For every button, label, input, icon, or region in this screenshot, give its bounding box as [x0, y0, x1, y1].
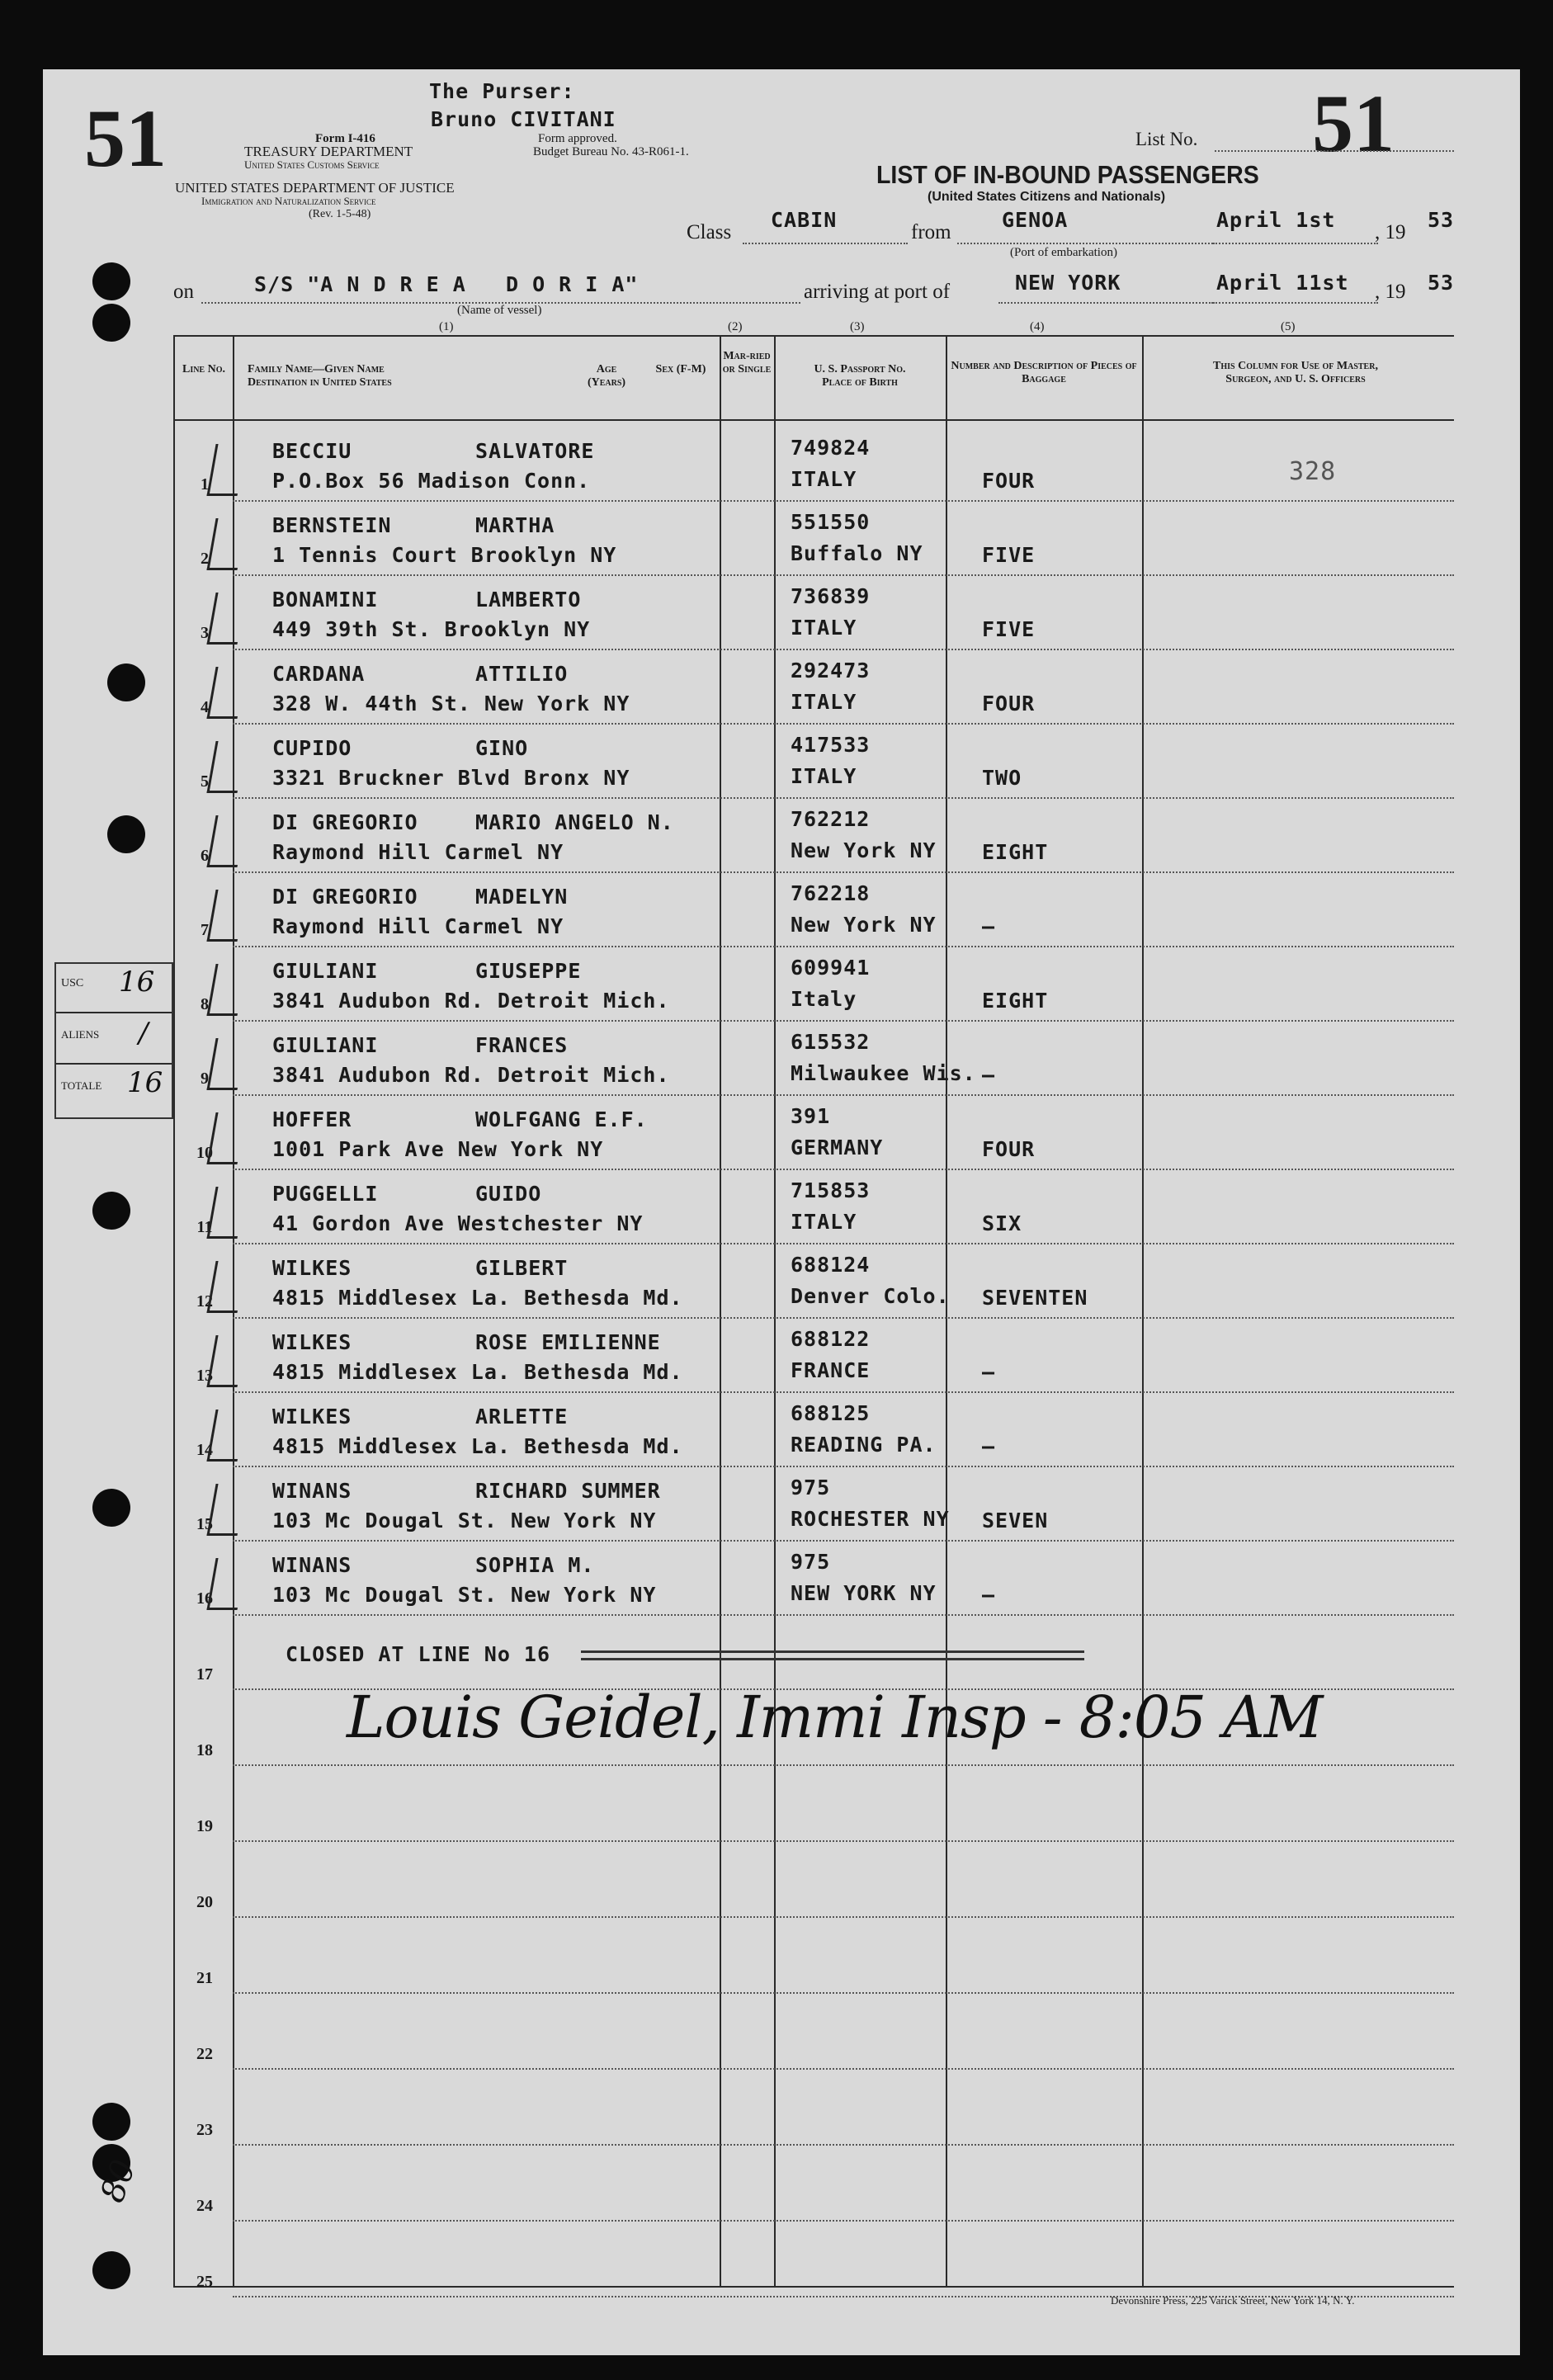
line-number: 17 [196, 1665, 213, 1683]
given-name: ATTILIO [475, 662, 569, 686]
printer-imprint: Devonshire Press, 225 Varick Street, New York 14, N. Y. [1111, 2294, 1355, 2307]
given-name: SOPHIA M. [475, 1553, 595, 1577]
baggage: SEVEN [982, 1509, 1049, 1532]
row-rule [233, 946, 1454, 947]
birth-place: NEW YORK NY [791, 1581, 937, 1605]
passport-number: 749824 [791, 436, 871, 460]
class-value: CABIN [771, 208, 838, 232]
line-number: 25 [196, 2273, 213, 2291]
family-name: WILKES [272, 1405, 352, 1428]
form-number: Form I-416 [315, 132, 375, 145]
page-title: LIST OF IN-BOUND PASSENGERS [876, 160, 1259, 189]
from-label: from [911, 221, 951, 243]
given-name: FRANCES [475, 1033, 569, 1057]
form-budget: Budget Bureau No. 43-R061-1. [533, 145, 689, 158]
col-number-4: (4) [1030, 320, 1045, 333]
line-number: 16 [196, 1589, 213, 1608]
vessel-name: S/S "A N D R E A D O R I A" [254, 272, 639, 296]
passport-number: 688125 [791, 1401, 871, 1425]
list-no-field [1215, 150, 1454, 152]
row-rule [233, 1540, 1454, 1542]
col-head-passport: U. S. Passport No. [814, 363, 906, 375]
line-number: 14 [196, 1441, 213, 1459]
birth-place: GERMANY [791, 1136, 884, 1159]
line-number: 21 [196, 1969, 213, 1987]
baggage: — [982, 1360, 996, 1384]
line-number: 10 [196, 1144, 213, 1162]
baggage: SEVENTEN [982, 1286, 1088, 1310]
purser-label: The Purser: [429, 79, 575, 103]
punch-hole [92, 2251, 130, 2289]
header-bottom-rule [173, 419, 1454, 421]
page-number-left: 51 [84, 92, 167, 184]
row-rule [233, 1992, 1454, 1994]
from-value: GENOA [1002, 208, 1069, 232]
row-rule [233, 1614, 1454, 1616]
family-name: GIULIANI [272, 959, 379, 983]
family-name: WINANS [272, 1479, 352, 1503]
row-rule [233, 1020, 1454, 1022]
passport-number: 975 [791, 1476, 831, 1499]
birth-place: ITALY [791, 1210, 857, 1234]
given-name: MARTHA [475, 513, 555, 537]
baggage: SIX [982, 1211, 1022, 1235]
family-name: WINANS [272, 1553, 352, 1577]
passport-number: 417533 [791, 733, 871, 757]
us-address: 3841 Audubon Rd. Detroit Mich. [272, 989, 670, 1013]
us-address: 3841 Audubon Rd. Detroit Mich. [272, 1063, 670, 1087]
line-number: 6 [201, 847, 209, 865]
line-number: 20 [196, 1893, 213, 1911]
given-name: GIUSEPPE [475, 959, 582, 983]
baggage: — [982, 1583, 996, 1607]
row-rule [233, 1916, 1454, 1918]
us-address: 328 W. 44th St. New York NY [272, 692, 630, 715]
tally-usc-label: USC [61, 977, 84, 989]
closed-strike [581, 1650, 1084, 1660]
page-number-right: 51 [1312, 78, 1395, 169]
given-name: LAMBERTO [475, 588, 582, 612]
class-label: Class [687, 221, 732, 243]
family-name: GIULIANI [272, 1033, 379, 1057]
given-name: ROSE EMILIENNE [475, 1330, 661, 1354]
baggage: — [982, 914, 996, 938]
birth-place: New York NY [791, 913, 937, 937]
family-name: BERNSTEIN [272, 513, 392, 537]
line-number: 7 [201, 921, 209, 939]
row-rule [233, 2144, 1454, 2146]
list-no-label: List No. [1135, 129, 1198, 149]
passport-number: 736839 [791, 584, 871, 608]
given-name: SALVATORE [475, 439, 595, 463]
tally-box [54, 962, 173, 1119]
family-name: CUPIDO [272, 736, 352, 760]
form-ins: Immigration and Naturalization Service [201, 195, 376, 207]
row-rule [233, 1094, 1454, 1096]
birth-place: FRANCE [791, 1358, 871, 1382]
form-approved: Form approved. [538, 132, 617, 145]
punch-hole [92, 1192, 130, 1230]
vessel-label: (Name of vessel) [457, 304, 542, 317]
baggage: EIGHT [982, 840, 1049, 864]
given-name: ARLETTE [475, 1405, 569, 1428]
us-address: 103 Mc Dougal St. New York NY [272, 1509, 657, 1532]
baggage: TWO [982, 766, 1022, 790]
given-name: GINO [475, 736, 529, 760]
embark-year: 53 [1428, 208, 1455, 232]
tally-usc-value: 16 [119, 966, 155, 999]
line-number: 13 [196, 1367, 213, 1385]
line-number: 2 [201, 550, 209, 568]
baggage: — [982, 1063, 996, 1087]
manifest-page [43, 69, 1520, 2355]
passport-number: 688122 [791, 1327, 871, 1351]
page-subtitle: (United States Citizens and Nationals) [928, 190, 1166, 204]
arrival-year-prefix: , 19 [1375, 281, 1406, 303]
row-rule [233, 797, 1454, 799]
row-rule [233, 1391, 1454, 1393]
family-name: BECCIU [272, 439, 352, 463]
birth-place: ITALY [791, 616, 857, 640]
line-number: 12 [196, 1292, 213, 1310]
baggage: FOUR [982, 1137, 1036, 1161]
us-address: 1001 Park Ave New York NY [272, 1137, 604, 1161]
given-name: GUIDO [475, 1182, 542, 1206]
punch-hole [107, 663, 145, 701]
baggage: FIVE [982, 543, 1036, 567]
line-number: 1 [201, 475, 209, 493]
line-number: 23 [196, 2121, 213, 2139]
us-address: 103 Mc Dougal St. New York NY [272, 1583, 657, 1607]
line-number: 22 [196, 2045, 213, 2063]
passport-number: 715853 [791, 1178, 871, 1202]
us-address: P.O.Box 56 Madison Conn. [272, 469, 591, 493]
punch-hole [92, 262, 130, 300]
family-name: BONAMINI [272, 588, 379, 612]
us-address: 4815 Middlesex La. Bethesda Md. [272, 1360, 683, 1384]
tally-total-value: 16 [127, 1066, 163, 1099]
given-name: WOLFGANG E.F. [475, 1107, 648, 1131]
col-head-line-no: Line No. [182, 363, 225, 375]
col-head-age: Age (Years) [587, 363, 626, 389]
punch-hole [92, 304, 130, 342]
row-rule [233, 2220, 1454, 2222]
line-number: 5 [201, 772, 209, 791]
family-name: DI GREGORIO [272, 885, 418, 909]
birth-place: ITALY [791, 764, 857, 788]
row-rule [233, 500, 1454, 502]
us-address: 449 39th St. Brooklyn NY [272, 617, 591, 641]
embark-date: April 1st [1216, 208, 1336, 232]
baggage: FOUR [982, 469, 1036, 493]
birth-place: Italy [791, 987, 857, 1011]
punch-hole [92, 2103, 130, 2141]
us-address: 41 Gordon Ave Westchester NY [272, 1211, 644, 1235]
table-top-rule [173, 335, 1454, 337]
punch-hole [107, 815, 145, 853]
col-head-officers: This Column for Use of Master, Surgeon, and U. S. Officers [1213, 360, 1378, 385]
row-rule [233, 2068, 1454, 2070]
row-rule [233, 1840, 1454, 1842]
col-number-1: (1) [439, 320, 454, 333]
port-embarkation-label: (Port of embarkation) [1010, 246, 1117, 259]
us-address: Raymond Hill Carmel NY [272, 914, 564, 938]
us-address: 4815 Middlesex La. Bethesda Md. [272, 1434, 683, 1458]
family-name: HOFFER [272, 1107, 352, 1131]
col-number-2: (2) [728, 320, 743, 333]
passport-number: 762218 [791, 881, 871, 905]
col-head-destination: Destination in United States [248, 376, 392, 389]
birth-place: ITALY [791, 690, 857, 714]
line-number: 9 [201, 1070, 209, 1088]
tally-aliens-label: ALIENS [61, 1028, 100, 1041]
given-name: GILBERT [475, 1256, 569, 1280]
row-rule [233, 1243, 1454, 1244]
arrival-year: 53 [1428, 271, 1455, 295]
margin-note: 80 [93, 2155, 144, 2208]
row-rule [233, 574, 1454, 576]
line-number: 19 [196, 1817, 213, 1835]
purser-name: Bruno CIVITANI [431, 107, 616, 131]
baggage: FOUR [982, 692, 1036, 715]
form-justice: UNITED STATES DEPARTMENT OF JUSTICE [175, 180, 455, 196]
row-rule [233, 1317, 1454, 1319]
passport-number: 975 [791, 1550, 831, 1574]
tally-total-label: TOTALE [61, 1079, 102, 1092]
form-rev: (Rev. 1-5-48) [309, 208, 371, 220]
line-number: 4 [201, 698, 209, 716]
us-address: 3321 Bruckner Blvd Bronx NY [272, 766, 630, 790]
us-address: 1 Tennis Court Brooklyn NY [272, 543, 617, 567]
baggage: FIVE [982, 617, 1036, 641]
passport-number: 762212 [791, 807, 871, 831]
passport-number: 609941 [791, 956, 871, 980]
passport-number: 688124 [791, 1253, 871, 1277]
col-number-5: (5) [1281, 320, 1296, 333]
row-rule [233, 1169, 1454, 1170]
inspector-signature: Louis Geidel, Immi Insp - 8:05 AM [347, 1683, 1323, 1751]
passport-number: 615532 [791, 1030, 871, 1054]
baggage: — [982, 1434, 996, 1458]
line-number: 18 [196, 1741, 213, 1759]
passport-number: 551550 [791, 510, 871, 534]
given-name: RICHARD SUMMER [475, 1479, 661, 1503]
family-name: PUGGELLI [272, 1182, 379, 1206]
birth-place: Denver Colo. [791, 1284, 950, 1308]
baggage: EIGHT [982, 989, 1049, 1013]
row-rule [233, 1466, 1454, 1467]
col-number-3: (3) [850, 320, 865, 333]
officer-note: 328 [1289, 457, 1337, 486]
on-label: on [173, 281, 194, 303]
passport-number: 292473 [791, 659, 871, 682]
birth-place: ITALY [791, 467, 857, 491]
row-rule [233, 649, 1454, 650]
form-dept: TREASURY DEPARTMENT [244, 144, 413, 159]
arrival-date: April 11st [1216, 271, 1349, 295]
row-rule [233, 723, 1454, 725]
table-bottom-rule [173, 2286, 1454, 2288]
birth-place: Buffalo NY [791, 541, 923, 565]
line-number: 3 [201, 624, 209, 642]
birth-place: New York NY [791, 838, 937, 862]
closed-text: CLOSED AT LINE No 16 [286, 1642, 551, 1666]
form-service: United States Customs Service [244, 158, 380, 171]
col-head-married: Mar-ried or Single [722, 350, 772, 375]
embark-year-prefix: , 19 [1375, 221, 1406, 243]
line-number: 11 [196, 1218, 213, 1236]
line-number: 24 [196, 2197, 213, 2215]
family-name: WILKES [272, 1330, 352, 1354]
arriving-label: arriving at port of [804, 281, 951, 303]
col-head-birth: Place of Birth [822, 376, 898, 389]
table-left-rule [173, 335, 175, 2286]
us-address: 4815 Middlesex La. Bethesda Md. [272, 1286, 683, 1310]
given-name: MADELYN [475, 885, 569, 909]
arrival-port: NEW YORK [1015, 271, 1121, 295]
family-name: WILKES [272, 1256, 352, 1280]
us-address: Raymond Hill Carmel NY [272, 840, 564, 864]
punch-hole [92, 1489, 130, 1527]
family-name: CARDANA [272, 662, 366, 686]
row-rule [233, 871, 1454, 873]
given-name: MARIO ANGELO N. [475, 810, 674, 834]
birth-place: Milwaukee Wis. [791, 1061, 976, 1085]
line-number: 8 [201, 995, 209, 1013]
birth-place: ROCHESTER NY [791, 1507, 950, 1531]
birth-place: READING PA. [791, 1433, 937, 1457]
col-head-sex: Sex (F-M) [655, 363, 706, 375]
tally-aliens-value: / [139, 1017, 149, 1050]
row-rule [233, 1764, 1454, 1766]
passport-number: 391 [791, 1104, 831, 1128]
col-head-baggage: Number and Description of Pieces of Baggage [951, 360, 1137, 385]
line-number: 15 [196, 1515, 213, 1533]
col-head-name: Family Name—Given Name [248, 363, 385, 375]
family-name: DI GREGORIO [272, 810, 418, 834]
